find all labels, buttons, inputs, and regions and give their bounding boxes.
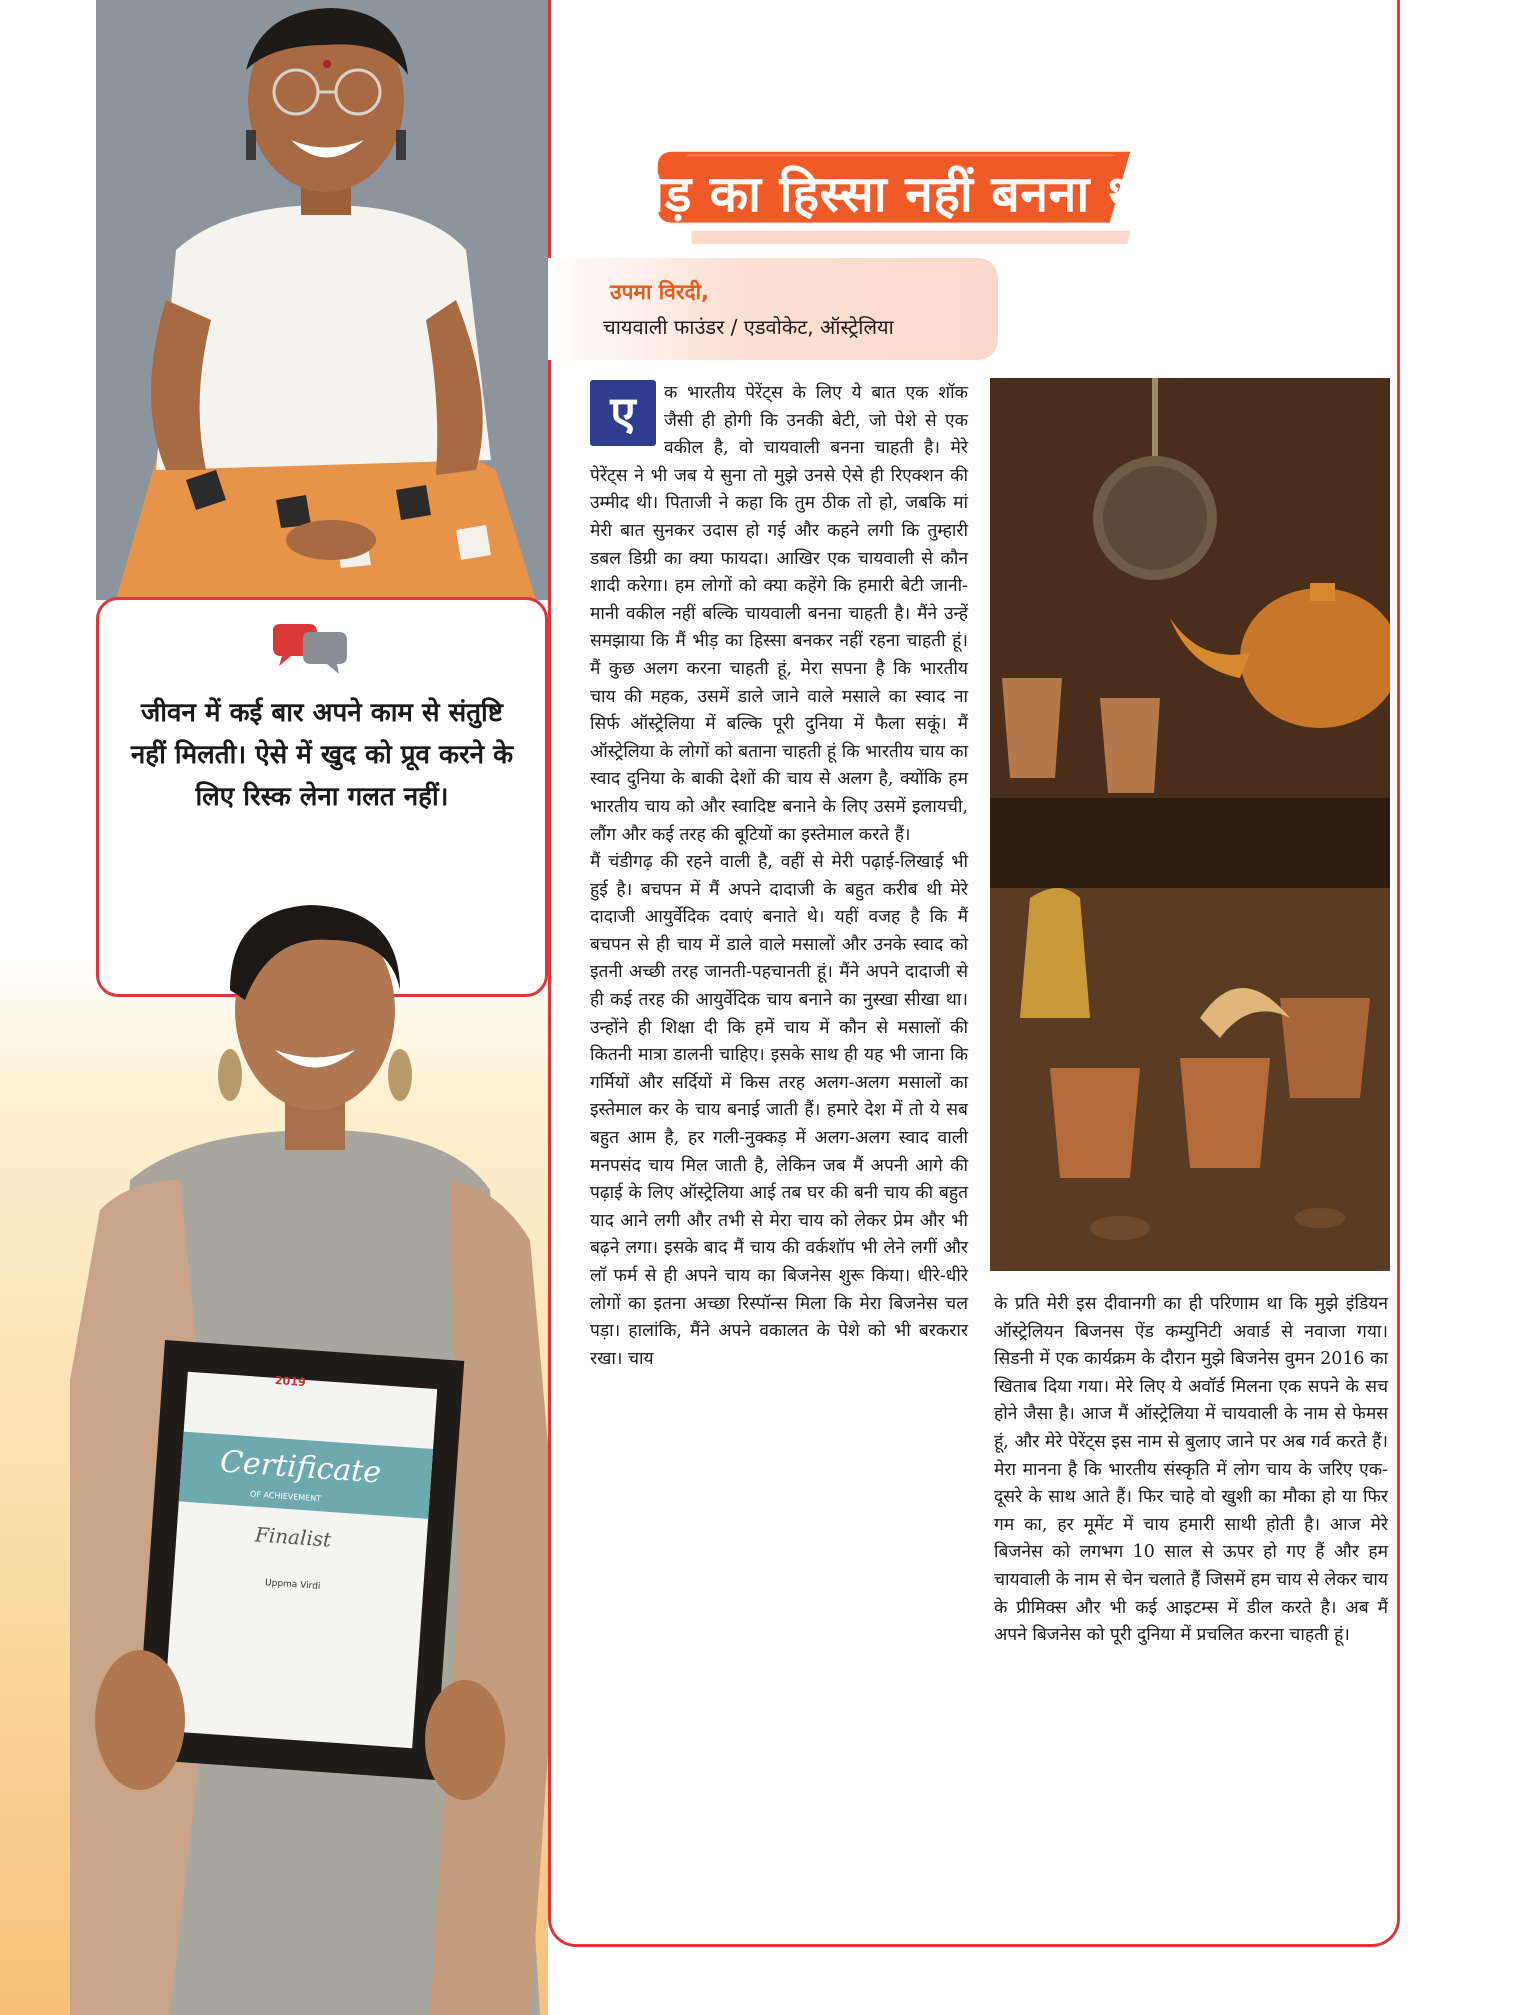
byline-background: [548, 258, 998, 360]
masala-chai-photo: [990, 378, 1390, 1271]
article-paragraph-3: के प्रति मेरी इस दीवानगी का ही परिणाम था कि मुझे इंडियन ऑस्ट्रेलियन बिजनस ऐंड कम्युनिटी अवार्ड से नवाजा गया। सिडनी में एक कार्यक्रम के दौरान मुझे बिजनेस वुमन 2016 का खिताब दिया गया। मेरे लिए ये अवॉर्ड मिलना एक सपने के सच होने जैसा है। आज मैं ऑस्ट्रेलिया में चायवाली के नाम से फेमस हूं, और मेरे पेरेंट्स इस नाम से बुलाए जाने पर अब गर्व करते हैं। मेरा मानना है कि भारतीय संस्कृति में लोग चाय के जरिए एक-दूसरे के साथ आते हैं। फिर चाहे वो खुशी का मौका हो या फिर गम का, हर मूमेंट में चाय हमारी साथी होती है। आज मेरे बिजनेस को लगभग 10 साल से ऊपर हो गए हैं और हम चायवाली के नाम से चेन चलाते हैं जिसमें हम चाय से लेकर चाय के प्रीमिक्स और भी कई आइटम्स में डील करते है। अब मैं अपने बिजनेस को पूरी दुनिया में प्रचलित करना चाहती हूं।: [994, 1294, 1388, 1646]
author-photo-with-certificate: [70, 880, 560, 2015]
speech-bubbles-icon: [269, 624, 349, 680]
drop-cap: ए: [590, 380, 656, 446]
article-column-2: [994, 1291, 1388, 1650]
certificate-subtitle: OF ACHIEVEMENT: [249, 1489, 322, 1504]
article-paragraph-1: क भारतीय पेरेंट्स के लिए ये बात एक शॉक जैसी ही होगी कि उनकी बेटी, जो पेशे से एक वकील है, वो चायवाली बनना चाहती है। मेरे पेरेंट्स ने भी जब ये सुना तो मुझे उनसे ऐसे ही रिएक्शन की उम्मीद थी। पिताजी ने कहा कि तुम ठीक तो हो, जबकि मां मेरी बात सुनकर उदास हो गई और कहने लगी कि तुम्हारी डबल डिग्री का क्या फायदा। आखिर एक चायवाली से कौन शादी करेगा। हम लोगों को क्या कहेंगे कि हमारी बेटी जानी-मानी वकील नहीं बल्कि चायवाली बनना चाहती है। मैंने उन्हें समझाया कि मैं भीड़ का हिस्सा बनकर नहीं रहना चाहती हूं। मैं कुछ अलग करना चाहती हूं, मेरा सपना है कि भारतीय चाय की महक, उसमें डाले जाने वाले मसाले का स्वाद ना सिर्फ ऑस्ट्रेलिया में बल्कि पूरी दुनिया में फैला सकूं। मैं ऑस्ट्रेलिया के लोगों को बताना चाहती हूं कि भारतीय चाय का स्वाद दुनिया के बाकी देशों की चाय से अलग है, क्योंकि हम भारतीय चाय को और स्वादिष्ट बनाने के लिए उसमें इलायची, लौंग और कई तरह की बूटियों का इस्तेमाल करते हैं।: [590, 383, 968, 845]
certificate-title: Certificate: [218, 1444, 383, 1491]
article-column-1: [590, 380, 968, 1373]
pull-quote-text: जीवन में कई बार अपने काम से संतुष्टि नहीं मिलती। ऐसे में खुद को प्रूव करने के लिए रिस्क लेना गलत नहीं।: [130, 698, 514, 812]
article-heading: भीड़ का हिस्सा नहीं बनना था..: [616, 165, 1193, 223]
author-role: चायवाली फाउंडर / एडवोकेट, ऑस्ट्रेलिया: [603, 315, 894, 339]
certificate-award: Finalist: [254, 1522, 332, 1552]
certificate-year: 2019: [274, 1373, 307, 1390]
certificate-recipient: Uppma Virdi: [264, 1578, 321, 1592]
article-paragraph-2: मैं चंडीगढ़ की रहने वाली है, वहीं से मेरी पढ़ाई-लिखाई भी हुई है। बचपन में मैं अपने दादाजी के बहुत करीब थी मेरे दादाजी आयुर्वेदिक दवाएं बनाते थे। यहीं वजह है कि मैं बचपन से ही चाय में डाले वाले मसालों और उनके स्वाद को इतनी अच्छी तरह जानती-पहचानती हूं। मैंने अपने दादाजी से ही कई तरह की आयुर्वेदिक चाय बनाने का नुस्खा सीखा था। उन्होंने ही शिक्षा दी कि हमें चाय में कौन से मसालों की कितनी मात्रा डालनी चाहिए। इसके साथ ही यह भी जाना कि गर्मियों और सर्दियों में किस तरह अलग-अलग मसालों का इस्तेमाल कर के चाय बनाई जाती हैं। हमारे देश में तो ये सब बहुत आम है, हर गली-नुक्कड़ में अलग-अलग स्वाद वाली मनपसंद चाय मिल जाती है, लेकिन जब मैं अपनी आगे की पढ़ाई के लिए ऑस्ट्रेलिया आई तब घर की बनी चाय की बहुत याद आने लगी और तभी से मेरा चाय को लेकर प्रेम और भी बढ़ने लगा। इसके बाद मैं चाय की वर्कशॉप भी लेने लगीं और लॉ फर्म से ही अपने चाय का बिजनेस शुरू किया। धीरे-धीरे लोगों का इतना अच्छा रिस्पॉन्स मिला कि मेरा बिजनेस चल पड़ा। हालांकि, मैंने अपने वकालत के पेशे को भी बरकरार रखा। चाय: [590, 852, 968, 1369]
author-name: उपमा विरदी,: [610, 280, 710, 304]
author-portrait-photo-top: [96, 0, 548, 600]
